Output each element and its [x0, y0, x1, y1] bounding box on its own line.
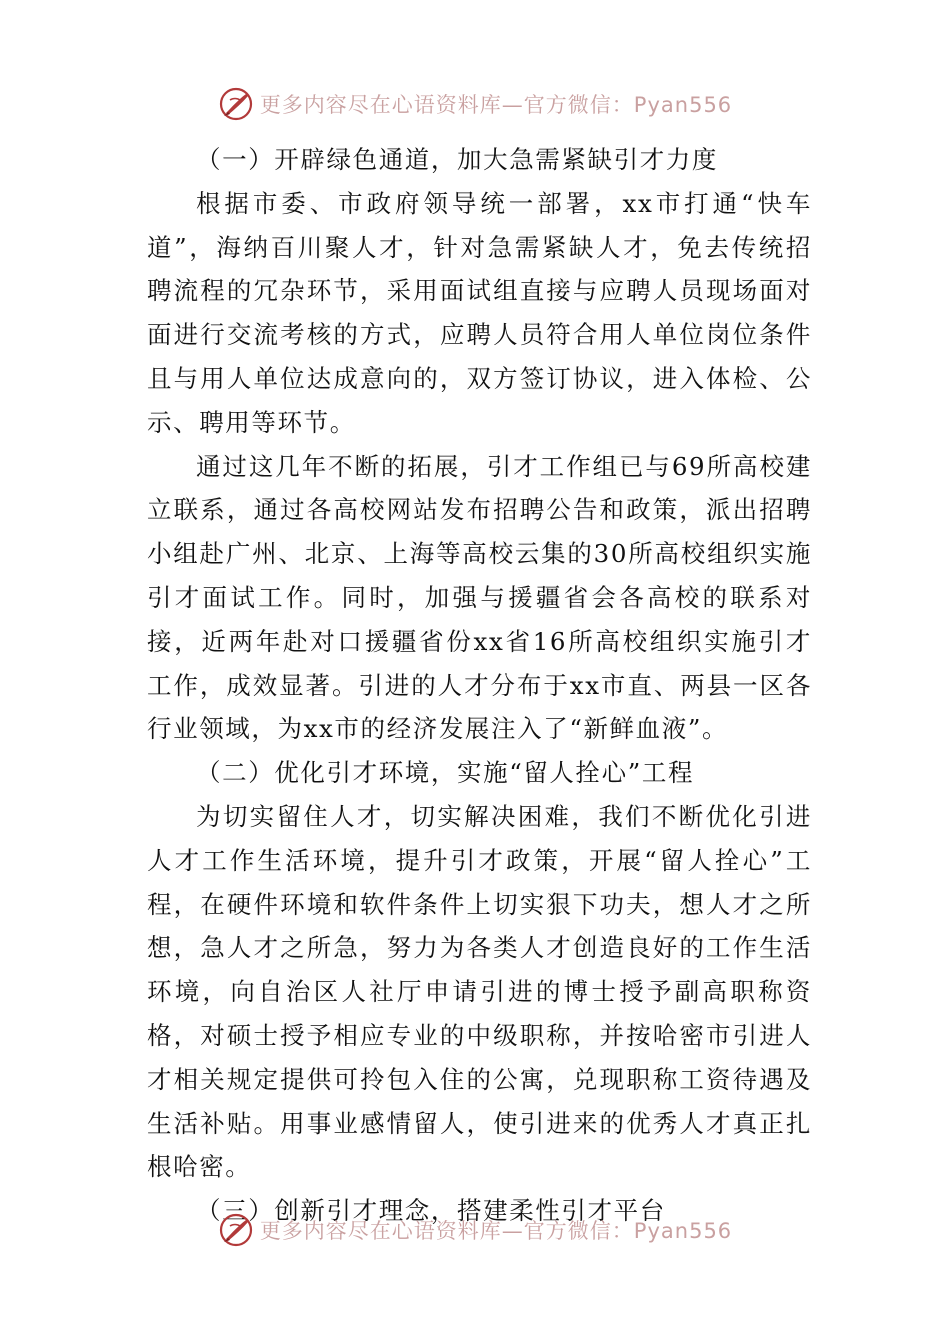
paragraph: 为切实留住人才，切实解决困难，我们不断优化引进人才工作生活环境，提升引才政策，开展“留人拴心”工程，在硬件环境和软件条件上切实狠下功夫，想人才之所想，急人才之所急，努力为各类人才创造良好的工作生活环境，向自治区人社厅申请引进的博士授予副高职称资格，对硕士授予相应专业的中级职称，并按哈密市引进人才相关规定提供可拎包入住的公寓，兑现职称工资待遇及生活补贴。用事业感情留人，使引进来的优秀人才真正扎根哈密。	[147, 801, 812, 1182]
watermark-text: 更多内容尽在心语资料库—官方微信：Pyan556	[259, 93, 733, 117]
watermark-text: 更多内容尽在心语资料库—官方微信：Pyan556	[259, 1219, 733, 1243]
paragraph: 通过这几年不断的拓展，引才工作组已与69所高校建立联系，通过各高校网站发布招聘公告和政策，派出招聘小组赴广州、北京、上海等高校云集的30所高校组织实施引才面试工作。同时，加强与援疆省会各高校的联系对接，近两年赴对口援疆省份xx省16所高校组织实施引才工作，成效显著。引进的人才分布于xx市直、两县一区各行业领域，为xx市的经济发展注入了“新鲜血液”。	[147, 451, 812, 744]
watermark-footer	[0, 1210, 950, 1250]
document-body	[147, 138, 812, 1233]
section-heading: （一）开辟绿色通道，加大急需紧缺引才力度	[196, 145, 718, 174]
section-heading: （二）优化引才环境，实施“留人拴心”工程	[196, 758, 695, 788]
watermark-header	[0, 84, 950, 124]
section-heading: （三）创新引才理念，搭建柔性引才平台	[196, 1196, 666, 1226]
paragraph: 根据市委、市政府领导统一部署，xx市打通“快车道”，海纳百川聚人才，针对急需紧缺人才，免去传统招聘流程的冗杂环节，采用面试组直接与应聘人员现场面对面进行交流考核的方式，应聘人员符合用人单位岗位条件且与用人单位达成意向的，双方签订协议，进入体检、公示、聘用等环节。	[147, 188, 812, 437]
pen-nib-logo-icon	[218, 86, 254, 122]
pen-nib-logo-icon	[218, 1212, 254, 1248]
